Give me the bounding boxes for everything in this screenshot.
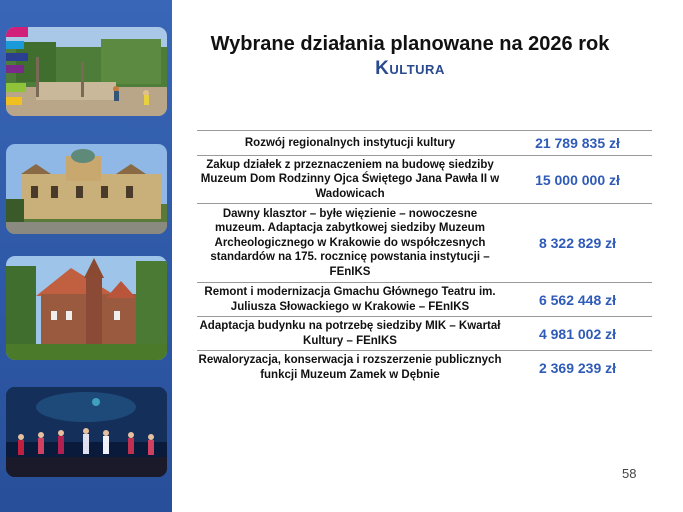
section-subtitle: Kultura (375, 58, 445, 79)
row-description: Dawny klasztor – byłe więzienie – nowoczesne muzeum. Adaptacja zabytkowej siedziby Muzeum Archeologicznego w Krakowie do współczesnych standardów na 175. rocznicę powstania instytucji – FEnIKS (210, 207, 490, 278)
row-amount: 21 789 835 zł (535, 135, 620, 151)
row-description: Zakup działek z przeznaczeniem na budowę siedziby Muzeum Dom Rodzinny Ojca Świętego Jana Pawła II w Wadowicach (200, 158, 500, 200)
row-amount: 6 562 448 zł (538, 291, 617, 308)
row-amount: 8 322 829 zł (538, 235, 617, 251)
table-row (197, 351, 652, 384)
sidebar (0, 0, 172, 512)
page-title: Wybrane działania planowane na 2026 rok (210, 33, 610, 55)
ballet-stage-photo (6, 387, 167, 477)
row-description: Adaptacja budynku na potrzebę siedziby MIK – Kwartał Kultury – FEnIKS (199, 320, 501, 347)
row-amount: 15 000 000 zł (535, 171, 620, 188)
theatre-building-photo (6, 144, 167, 234)
table-row (197, 131, 652, 156)
table-row (197, 204, 652, 283)
row-amount: 2 369 239 zł (538, 359, 617, 376)
table-row (197, 283, 652, 317)
row-description: Remont i modernizacja Gmachu Głównego Teatru im. Juliusza Słowackiego w Krakowie – FEnIKS (204, 286, 496, 313)
table-row (197, 156, 652, 204)
row-amount: 4 981 002 zł (538, 325, 617, 342)
budget-table (197, 130, 652, 384)
construction-site-photo (6, 27, 167, 116)
table-row (197, 317, 652, 351)
row-description: Rewaloryzacja, konserwacja i rozszerzenie publicznych funkcji Muzeum Zamek w Dębnie (198, 354, 502, 381)
castle-photo (6, 256, 167, 360)
page-number: 58 (622, 466, 637, 481)
row-description: Rozwój regionalnych instytucji kultury (244, 136, 456, 149)
